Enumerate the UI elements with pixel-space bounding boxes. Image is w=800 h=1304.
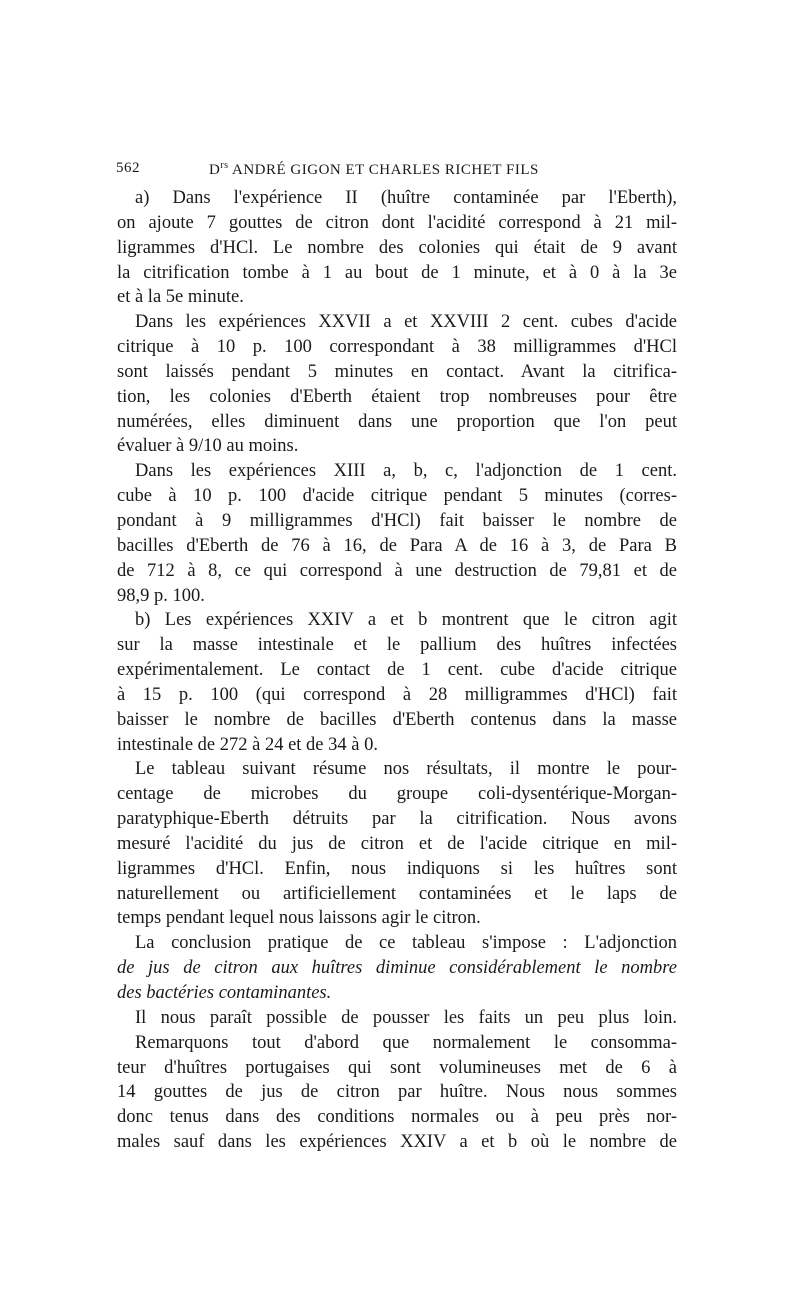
text-line: Remarquons tout d'abord que normalement le consomma- xyxy=(135,1032,677,1053)
text-line: mesuré l'acidité du jus de citron et de l'acide citrique en mil- xyxy=(117,833,677,854)
text-line: sur la masse intestinale et le pallium des huîtres infectées xyxy=(117,635,677,656)
text-line: teur d'huîtres portugaises qui sont volumineuses met de 6 à xyxy=(117,1057,677,1078)
text-line: sont laissés pendant 5 minutes en contact. Avant la citrifica- xyxy=(117,361,677,382)
text-line: b) Les expériences XXIV a et b montrent que le citron agit xyxy=(135,610,677,631)
text-line: la citrification tombe à 1 au bout de 1 minute, et à 0 à la 3e xyxy=(117,262,677,283)
text-line: 98,9 p. 100. xyxy=(117,585,205,606)
text-line: Le tableau suivant résume nos résultats, il montre le pour- xyxy=(135,759,677,780)
text-line: males sauf dans les expériences XXIV a et b où le nombre de xyxy=(117,1132,677,1153)
text-line: intestinale de 272 à 24 et de 34 à 0. xyxy=(117,734,378,755)
text-line: a) Dans l'expérience II (huître contaminée par l'Eberth), xyxy=(135,188,677,208)
running-head-prefix: D xyxy=(209,162,221,178)
text-line: expérimentalement. Le contact de 1 cent. cube d'acide citrique xyxy=(117,660,677,681)
text-line: numérées, elles diminuent dans une proportion que l'on peut xyxy=(117,411,677,432)
text-line: temps pendant lequel nous laissons agir le citron. xyxy=(117,908,481,929)
text-line: citrique à 10 p. 100 correspondant à 38 milligrammes d'HCl xyxy=(117,337,677,358)
text-line: cube à 10 p. 100 d'acide citrique pendant 5 minutes (corres- xyxy=(117,486,677,507)
text-line: pondant à 9 milligrammes d'HCl) fait baisser le nombre de xyxy=(117,510,677,531)
body-text xyxy=(117,186,677,1155)
text-line: tion, les colonies d'Eberth étaient trop nombreuses pour être xyxy=(117,386,677,407)
text-line: de jus de citron aux huîtres diminue considérablement le nombre xyxy=(117,958,677,979)
text-line: de 712 à 8, ce qui correspond à une destruction de 79,81 et de xyxy=(117,560,677,581)
text-line: bacilles d'Eberth de 76 à 16, de Para A de 16 à 3, de Para B xyxy=(117,535,677,556)
running-head-rest: ANDRÉ GIGON ET CHARLES RICHET FILS xyxy=(228,162,539,178)
page-number: 562 xyxy=(116,160,140,176)
text-line: ligrammes d'HCl. Enfin, nous indiquons si les huîtres sont xyxy=(117,858,677,879)
running-head xyxy=(209,160,539,179)
text-line: et à la 5e minute. xyxy=(117,287,244,308)
text-line: des bactéries contaminantes. xyxy=(117,983,332,1003)
text-line: La conclusion pratique de ce tableau s'impose : L'adjonction xyxy=(135,933,677,954)
text-line: on ajoute 7 gouttes de citron dont l'acidité correspond à 21 mil- xyxy=(117,212,677,233)
text-line: paratyphique-Eberth détruits par la citrification. Nous avons xyxy=(117,809,677,830)
text-line: naturellement ou artificiellement contaminées et le laps de xyxy=(117,883,677,904)
text-line: 14 gouttes de jus de citron par huître. Nous nous sommes xyxy=(117,1082,677,1103)
text-line: baisser le nombre de bacilles d'Eberth contenus dans la masse xyxy=(117,709,677,730)
text-line: Il nous paraît possible de pousser les faits un peu plus loin. xyxy=(135,1007,677,1028)
text-line: Dans les expériences XXVII a et XXVIII 2 cent. cubes d'acide xyxy=(135,312,677,333)
text-line: ligrammes d'HCl. Le nombre des colonies qui était de 9 avant xyxy=(117,237,677,258)
page-header xyxy=(116,160,676,186)
running-head-sup: rs xyxy=(220,160,229,171)
text-line: centage de microbes du groupe coli-dysentérique-Morgan- xyxy=(117,784,677,805)
text-line: évaluer à 9/10 au moins. xyxy=(117,436,299,457)
text-line: Dans les expériences XIII a, b, c, l'adjonction de 1 cent. xyxy=(135,461,677,482)
text-line: à 15 p. 100 (qui correspond à 28 milligrammes d'HCl) fait xyxy=(117,684,677,705)
text-line: donc tenus dans des conditions normales ou à peu près nor- xyxy=(117,1107,677,1128)
